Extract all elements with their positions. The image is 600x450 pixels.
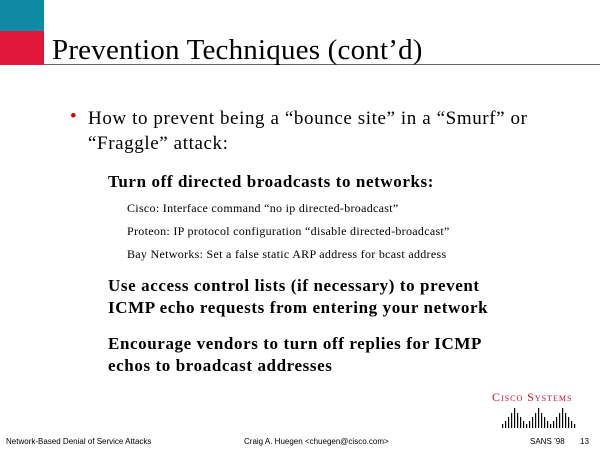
footer-left: Network-Based Denial of Service Attacks: [6, 437, 152, 446]
logo-bar: [556, 417, 557, 428]
point-vendors-line2: echos to broadcast addresses: [108, 356, 333, 375]
footer-right: SANS ’98: [530, 437, 565, 446]
cisco-logo: [492, 390, 587, 432]
logo-bar: [535, 413, 536, 428]
logo-bar: [508, 417, 509, 428]
logo-bar: [526, 424, 527, 428]
subpoint-cisco: Cisco: Interface command “no ip directed-broadcast”: [127, 201, 399, 215]
red-square: [0, 31, 44, 65]
logo-bar: [517, 413, 518, 428]
logo-bar: [553, 421, 554, 428]
slide-title: Prevention Techniques (cont’d): [52, 34, 423, 66]
logo-bar: [544, 417, 545, 428]
teal-square: [0, 0, 44, 31]
logo-bar: [574, 424, 575, 428]
page-number: 13: [580, 437, 589, 446]
logo-bar: [520, 417, 521, 428]
footer-center: Craig A. Huegen <chuegen@cisco.com>: [244, 437, 389, 446]
main-point: How to prevent being a “bounce site” in a “Smurf” or “Fraggle” attack:: [88, 108, 528, 154]
logo-bar: [562, 408, 563, 428]
logo-bar: [559, 413, 560, 428]
point-vendors-line1: Encourage vendors to turn off replies for ICMP: [108, 334, 483, 353]
logo-bar: [538, 408, 539, 428]
logo-bar: [532, 417, 533, 428]
logo-bar: [571, 421, 572, 428]
logo-bars-icon: [500, 406, 580, 430]
logo-bar: [514, 408, 515, 428]
logo-bar: [523, 421, 524, 428]
logo-text: Cisco Systems: [492, 390, 573, 404]
logo-bar: [547, 421, 548, 428]
logo-bar: [541, 413, 542, 428]
bullet-icon: •: [70, 106, 77, 127]
point-acl-line1: Use access control lists (if necessary) to prevent: [108, 276, 480, 295]
point-directed-broadcasts: Turn off directed broadcasts to networks:: [108, 172, 435, 191]
logo-bar: [565, 413, 566, 428]
point-acl-line2: ICMP echo requests from entering your network: [108, 298, 489, 317]
logo-bar: [511, 413, 512, 428]
logo-bar: [505, 421, 506, 428]
logo-bar: [502, 424, 503, 428]
subpoint-proteon: Proteon: IP protocol configuration “disable directed-broadcast”: [127, 224, 450, 238]
logo-bar: [529, 421, 530, 428]
subpoint-bay-networks: Bay Networks: Set a false static ARP address for bcast address: [127, 247, 447, 261]
logo-bar: [568, 417, 569, 428]
logo-bar: [550, 424, 551, 428]
